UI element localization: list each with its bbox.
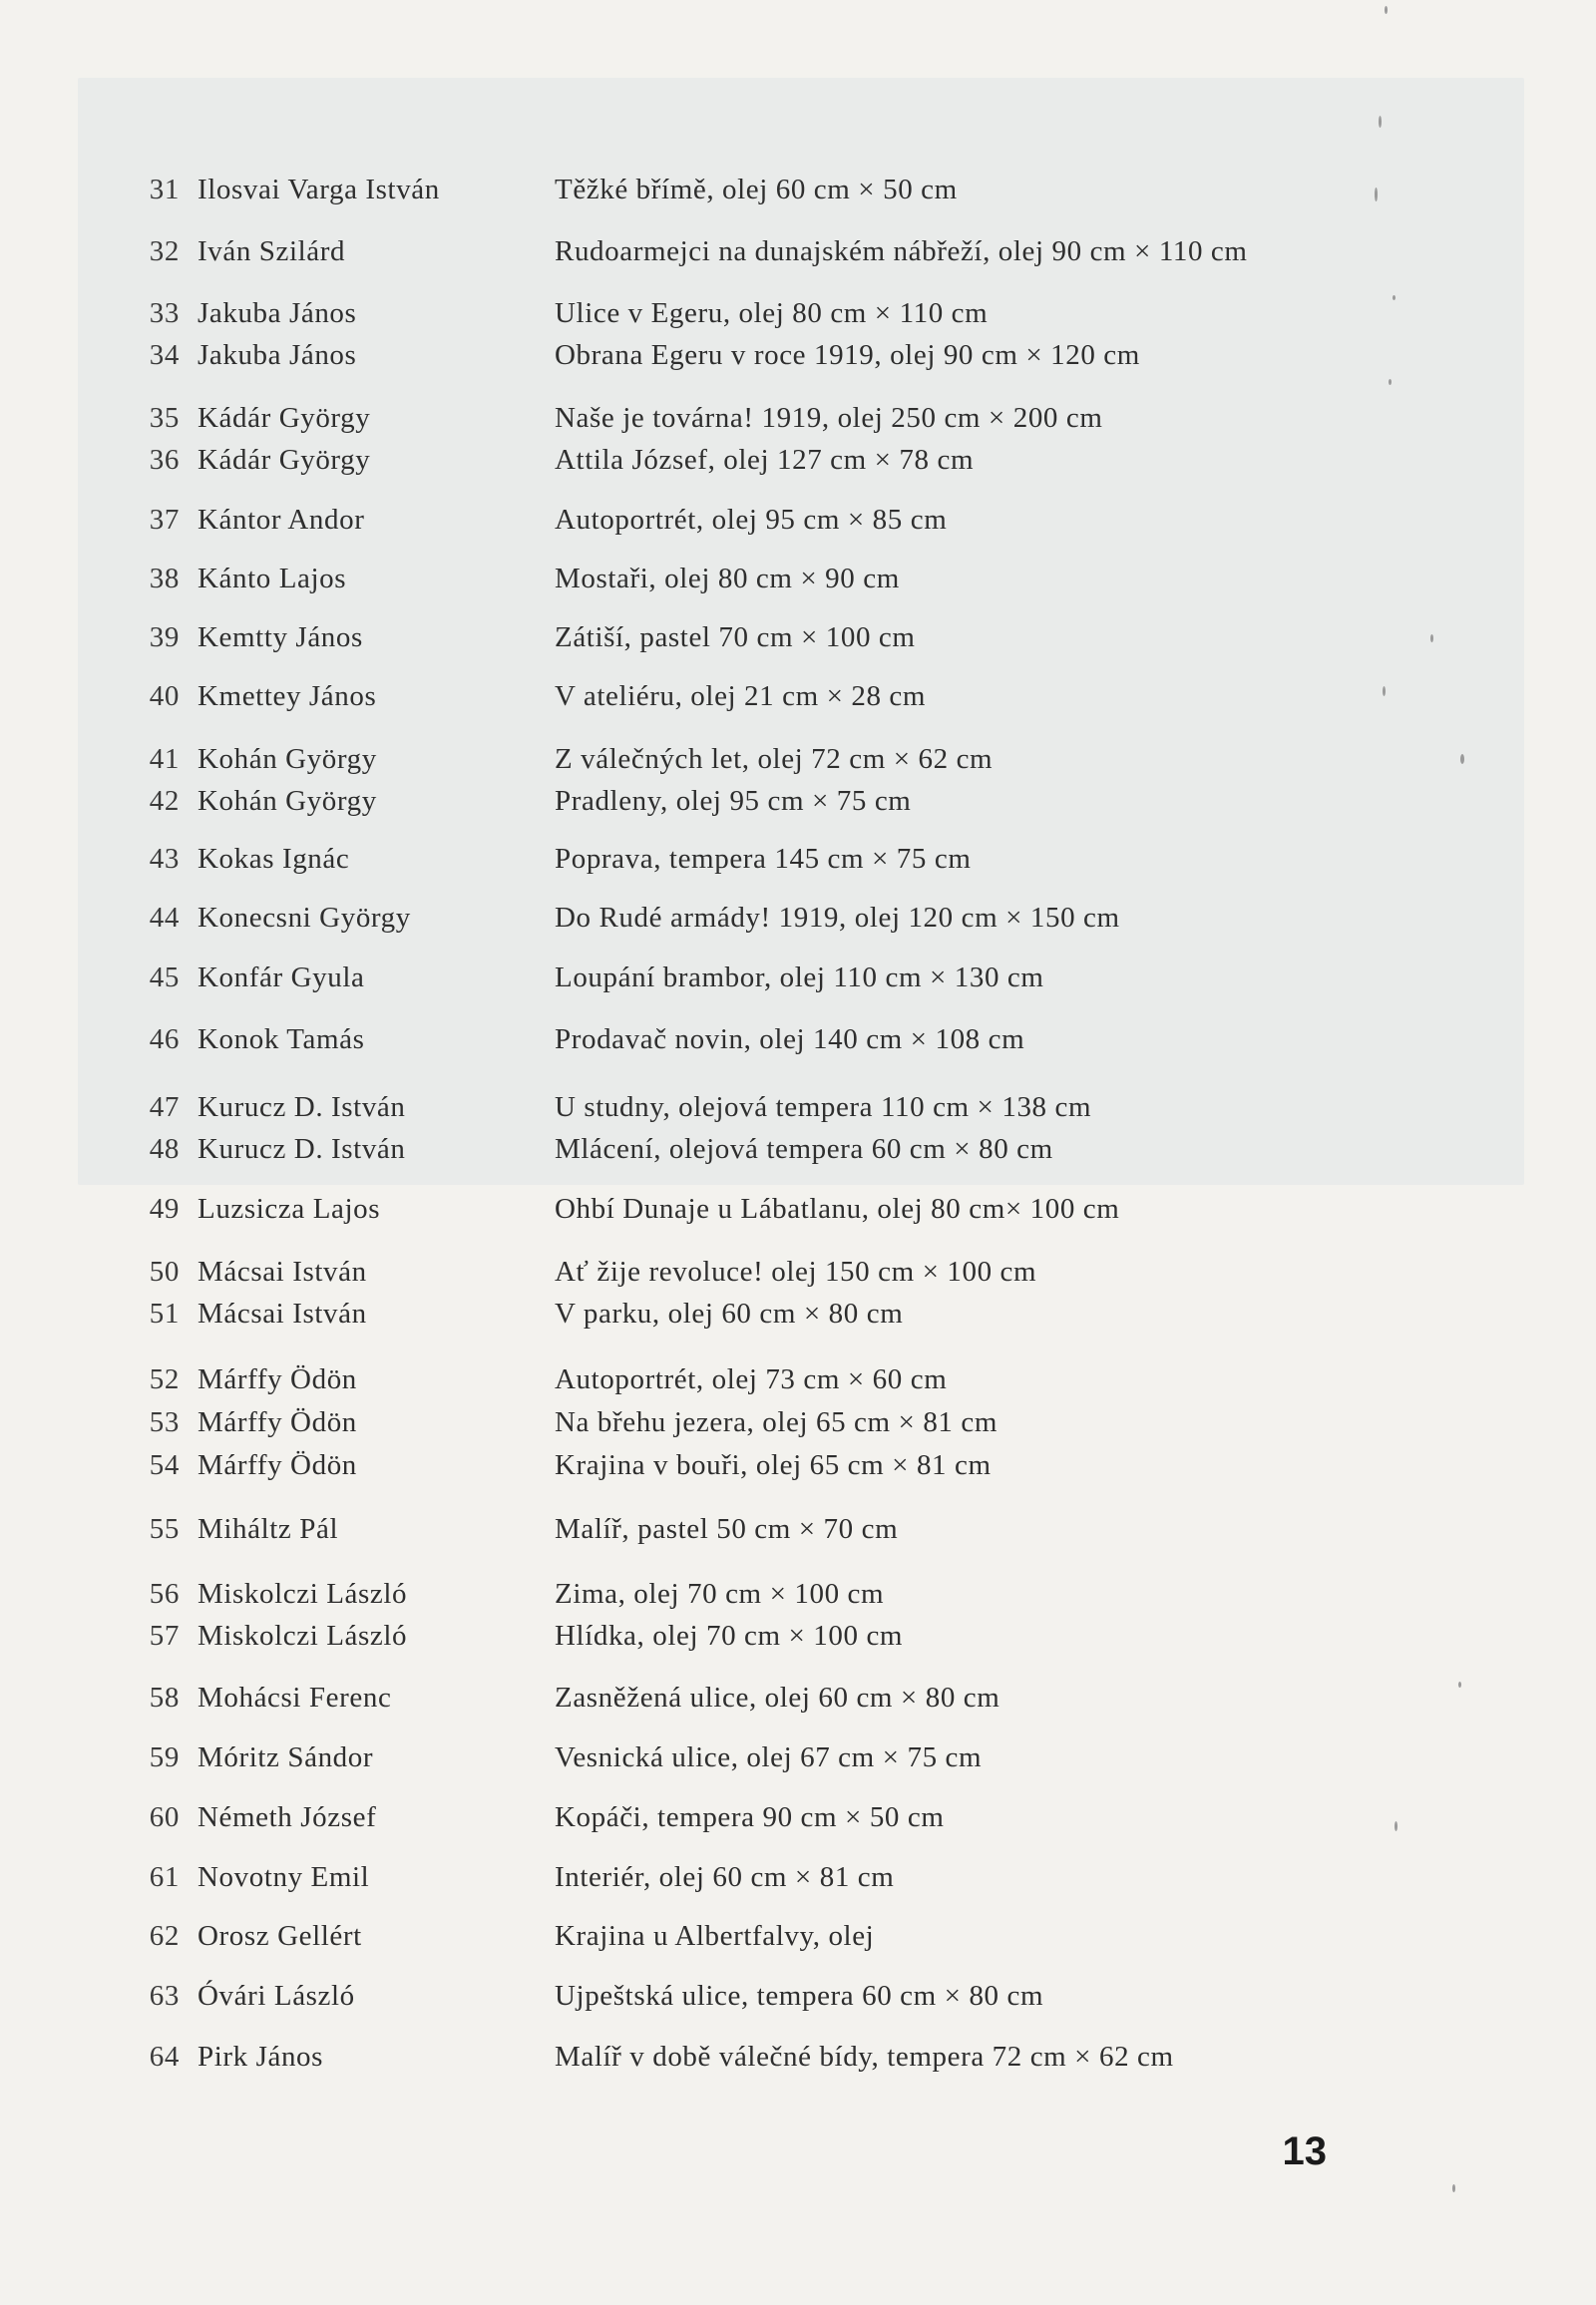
catalog-entry xyxy=(0,1855,1596,1899)
entry-work: Kopáči, tempera 90 cm × 50 cm xyxy=(555,1801,945,1833)
print-speck xyxy=(1389,379,1392,385)
entry-artist: Kádár György xyxy=(198,402,371,434)
entry-artist: Móritz Sándor xyxy=(198,1741,374,1773)
entry-number: 35 xyxy=(149,402,180,434)
catalog-entry xyxy=(0,1017,1596,1061)
catalog-entry xyxy=(0,1572,1596,1616)
entry-work: Těžké břímě, olej 60 cm × 50 cm xyxy=(555,174,958,205)
entry-work: Obrana Egeru v roce 1919, olej 90 cm × 120 cm xyxy=(555,339,1140,371)
entry-number: 49 xyxy=(149,1193,180,1225)
catalog-entry xyxy=(0,1292,1596,1336)
catalog-entry xyxy=(0,737,1596,781)
entry-number: 32 xyxy=(149,235,180,267)
entry-artist: Jakuba János xyxy=(198,297,357,329)
entry-artist: Óvári László xyxy=(198,1980,355,2012)
entry-work: Autoportrét, olej 95 cm × 85 cm xyxy=(555,504,948,536)
entry-number: 33 xyxy=(149,297,180,329)
entry-work: V ateliéru, olej 21 cm × 28 cm xyxy=(555,680,927,712)
entry-work: Interiér, olej 60 cm × 81 cm xyxy=(555,1861,895,1893)
entry-number: 34 xyxy=(149,339,180,371)
entry-number: 42 xyxy=(149,785,180,817)
page-number: 13 xyxy=(1282,2129,1327,2173)
catalog-entry xyxy=(0,168,1596,211)
print-speck xyxy=(1430,634,1433,642)
entry-artist: Konfár Gyula xyxy=(198,961,365,993)
entry-work: Rudoarmejci na dunajském nábřeží, olej 90 cm × 110 cm xyxy=(555,235,1248,267)
entry-artist: Miskolczi László xyxy=(198,1578,408,1610)
entry-artist: Németh József xyxy=(198,1801,377,1833)
print-speck xyxy=(1460,754,1464,764)
catalog-entry xyxy=(0,1507,1596,1551)
entry-number: 53 xyxy=(149,1406,180,1438)
entry-work: Loupání brambor, olej 110 cm × 130 cm xyxy=(555,961,1044,993)
catalog-entry xyxy=(0,1795,1596,1839)
entry-work: U studny, olejová tempera 110 cm × 138 cm xyxy=(555,1091,1092,1123)
entry-work: Malíř, pastel 50 cm × 70 cm xyxy=(555,1513,899,1545)
entry-number: 54 xyxy=(149,1449,180,1481)
entry-number: 63 xyxy=(149,1980,180,2012)
entry-work: Na břehu jezera, olej 65 cm × 81 cm xyxy=(555,1406,998,1438)
entry-work: Attila József, olej 127 cm × 78 cm xyxy=(555,444,975,476)
entry-artist: Kemtty János xyxy=(198,621,363,653)
catalog-entry xyxy=(0,1974,1596,2018)
entry-number: 43 xyxy=(149,843,180,875)
entry-number: 57 xyxy=(149,1620,180,1652)
entry-artist: Mácsai István xyxy=(198,1256,367,1288)
entry-work: Mostaři, olej 80 cm × 90 cm xyxy=(555,563,900,594)
entry-artist: Jakuba János xyxy=(198,339,357,371)
catalog-entry xyxy=(0,956,1596,999)
entry-work: Ohbí Dunaje u Lábatlanu, olej 80 cm× 100 cm xyxy=(555,1193,1120,1225)
entry-artist: Miskolczi László xyxy=(198,1620,408,1652)
catalog-entry xyxy=(0,837,1596,881)
catalog-entry xyxy=(0,1187,1596,1231)
entry-artist: Novotny Emil xyxy=(198,1861,370,1893)
catalog-entry xyxy=(0,896,1596,940)
print-speck xyxy=(1393,295,1396,300)
entry-work: Ať žije revoluce! olej 150 cm × 100 cm xyxy=(555,1256,1037,1288)
entry-work: Malíř v době válečné bídy, tempera 72 cm × 62 cm xyxy=(555,2041,1174,2073)
catalog-entry xyxy=(0,1250,1596,1294)
entry-artist: Kokas Ignác xyxy=(198,843,350,875)
entry-work: Vesnická ulice, olej 67 cm × 75 cm xyxy=(555,1741,983,1773)
entry-work: Poprava, tempera 145 cm × 75 cm xyxy=(555,843,972,875)
entry-work: Zátiší, pastel 70 cm × 100 cm xyxy=(555,621,916,653)
catalog-entry xyxy=(0,229,1596,273)
entry-work: Krajina u Albertfalvy, olej xyxy=(555,1920,875,1952)
entry-artist: Miháltz Pál xyxy=(198,1513,339,1545)
print-speck xyxy=(1395,1821,1397,1831)
entry-artist: Ilosvai Varga István xyxy=(198,174,440,205)
print-speck xyxy=(1383,686,1386,696)
catalog-entry xyxy=(0,438,1596,482)
entry-artist: Kurucz D. István xyxy=(198,1133,406,1165)
catalog-entry xyxy=(0,1676,1596,1720)
entry-work: Naše je továrna! 1919, olej 250 cm × 200 cm xyxy=(555,402,1103,434)
catalog-entry xyxy=(0,396,1596,440)
catalog-entry xyxy=(0,779,1596,823)
entry-work: V parku, olej 60 cm × 80 cm xyxy=(555,1298,904,1330)
entry-artist: Orosz Gellért xyxy=(198,1920,362,1952)
entry-number: 60 xyxy=(149,1801,180,1833)
print-speck xyxy=(1385,6,1388,14)
entry-number: 46 xyxy=(149,1023,180,1055)
catalog-entry xyxy=(0,1127,1596,1171)
entry-work: Krajina v bouři, olej 65 cm × 81 cm xyxy=(555,1449,992,1481)
entry-number: 50 xyxy=(149,1256,180,1288)
catalog-entry xyxy=(0,498,1596,542)
entry-artist: Pirk János xyxy=(198,2041,324,2073)
entry-work: Ujpeštská ulice, tempera 60 cm × 80 cm xyxy=(555,1980,1044,2012)
entry-number: 44 xyxy=(149,902,180,934)
entry-number: 61 xyxy=(149,1861,180,1893)
entry-number: 51 xyxy=(149,1298,180,1330)
entry-work: Do Rudé armády! 1919, olej 120 cm × 150 cm xyxy=(555,902,1120,934)
print-speck xyxy=(1375,188,1378,201)
entry-number: 56 xyxy=(149,1578,180,1610)
entry-artist: Márffy Ödön xyxy=(198,1406,357,1438)
entry-artist: Iván Szilárd xyxy=(198,235,346,267)
entry-artist: Márffy Ödön xyxy=(198,1363,357,1395)
entry-artist: Kurucz D. István xyxy=(198,1091,406,1123)
entry-artist: Mohácsi Ferenc xyxy=(198,1682,392,1714)
entry-work: Z válečných let, olej 72 cm × 62 cm xyxy=(555,743,994,775)
entry-number: 47 xyxy=(149,1091,180,1123)
entry-artist: Mácsai István xyxy=(198,1298,367,1330)
catalog-entry xyxy=(0,1614,1596,1658)
entry-number: 36 xyxy=(149,444,180,476)
catalog-entry xyxy=(0,291,1596,335)
catalog-entry xyxy=(0,674,1596,718)
entry-number: 37 xyxy=(149,504,180,536)
catalog-entry xyxy=(0,1443,1596,1487)
catalog-entry xyxy=(0,1914,1596,1958)
entry-work: Hlídka, olej 70 cm × 100 cm xyxy=(555,1620,904,1652)
entry-number: 64 xyxy=(149,2041,180,2073)
entry-work: Pradleny, olej 95 cm × 75 cm xyxy=(555,785,912,817)
catalog-entry xyxy=(0,557,1596,600)
catalog-entry xyxy=(0,1357,1596,1401)
entry-number: 59 xyxy=(149,1741,180,1773)
entry-number: 39 xyxy=(149,621,180,653)
entry-number: 58 xyxy=(149,1682,180,1714)
entry-artist: Márffy Ödön xyxy=(198,1449,357,1481)
entry-artist: Konok Tamás xyxy=(198,1023,365,1055)
entry-artist: Luzsicza Lajos xyxy=(198,1193,381,1225)
entry-number: 48 xyxy=(149,1133,180,1165)
catalog-entry xyxy=(0,1085,1596,1129)
print-speck xyxy=(1452,2184,1455,2192)
entry-artist: Kmettey János xyxy=(198,680,377,712)
catalog-entry xyxy=(0,2035,1596,2079)
catalog-entry xyxy=(0,333,1596,377)
entry-work: Prodavač novin, olej 140 cm × 108 cm xyxy=(555,1023,1025,1055)
entry-number: 45 xyxy=(149,961,180,993)
entry-artist: Kohán György xyxy=(198,785,377,817)
entry-artist: Kohán György xyxy=(198,743,377,775)
entry-work: Mlácení, olejová tempera 60 cm × 80 cm xyxy=(555,1133,1053,1165)
print-speck xyxy=(1458,1682,1461,1688)
entry-number: 40 xyxy=(149,680,180,712)
catalog-entry xyxy=(0,615,1596,659)
print-speck xyxy=(1379,116,1382,128)
entry-artist: Kántor Andor xyxy=(198,504,365,536)
entry-number: 52 xyxy=(149,1363,180,1395)
entry-number: 41 xyxy=(149,743,180,775)
entry-work: Zima, olej 70 cm × 100 cm xyxy=(555,1578,885,1610)
entry-artist: Kádár György xyxy=(198,444,371,476)
entry-work: Autoportrét, olej 73 cm × 60 cm xyxy=(555,1363,948,1395)
entry-number: 31 xyxy=(149,174,180,205)
entry-number: 38 xyxy=(149,563,180,594)
entry-artist: Konecsni György xyxy=(198,902,411,934)
catalog-entry xyxy=(0,1400,1596,1444)
entry-number: 62 xyxy=(149,1920,180,1952)
entry-artist: Kánto Lajos xyxy=(198,563,347,594)
entry-work: Ulice v Egeru, olej 80 cm × 110 cm xyxy=(555,297,989,329)
entry-number: 55 xyxy=(149,1513,180,1545)
catalog-entry xyxy=(0,1735,1596,1779)
entry-work: Zasněžená ulice, olej 60 cm × 80 cm xyxy=(555,1682,1000,1714)
